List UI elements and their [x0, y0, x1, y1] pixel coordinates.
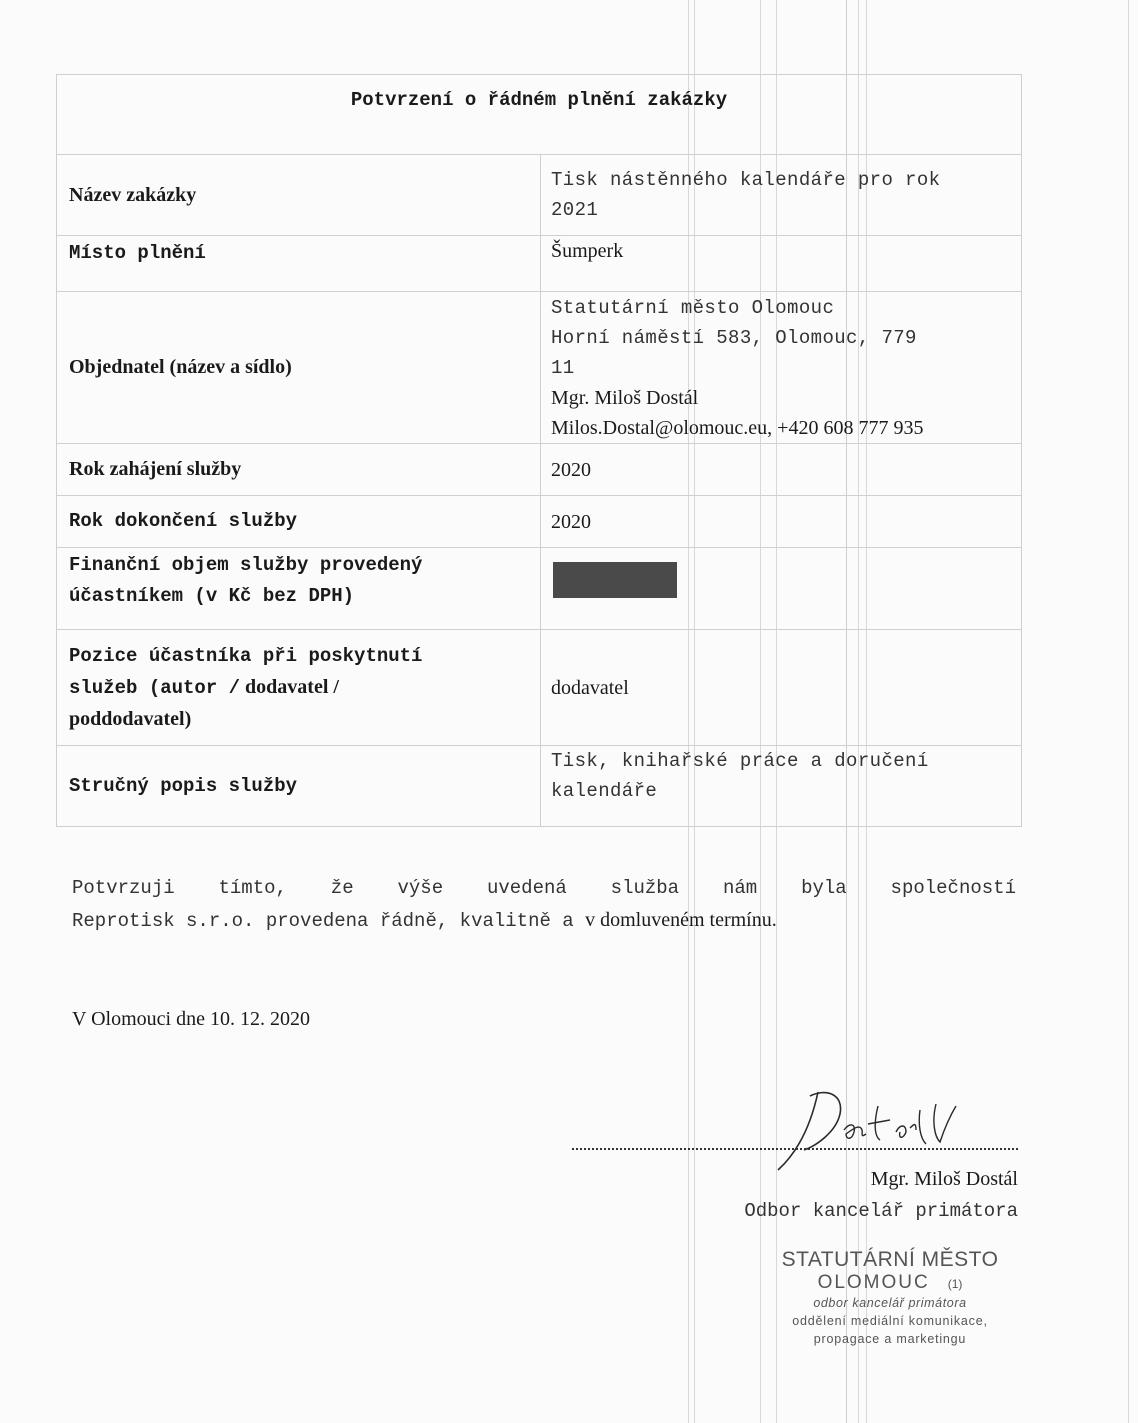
confirmation-table	[56, 74, 1022, 827]
confirmation-text	[72, 872, 1016, 937]
label-financni-objem	[57, 548, 541, 629]
value-line: Mgr. Miloš Dostál	[551, 386, 699, 409]
row-strucny-popis	[57, 746, 1021, 826]
value-strucny-popis	[541, 746, 1021, 826]
document-title: Potvrzení o řádném plnění zakázky	[57, 75, 1021, 155]
value-line: Statutární město Olomouc	[551, 296, 835, 319]
word: výše	[397, 877, 444, 899]
row-objednatel	[57, 292, 1021, 444]
word: tímto,	[218, 877, 287, 899]
handwritten-signature	[760, 1080, 980, 1172]
stamp-city: OLOMOUC	[817, 1272, 930, 1293]
value-line: 2021	[551, 199, 599, 221]
label-strucny-popis: Stručný popis služby	[57, 746, 541, 826]
label-pozice-ucastnika	[57, 630, 541, 745]
row-misto-plneni	[57, 236, 1021, 292]
row-pozice-ucastnika	[57, 630, 1021, 746]
value-pozice-ucastnika	[541, 630, 1021, 745]
contact-line: Milos.Dostal@olomouc.eu, +420 608 777 935	[551, 416, 924, 439]
label-objednatel: Objednatel (název a sídlo)	[57, 292, 541, 443]
stamp-number: (1)	[947, 1277, 963, 1291]
scan-streak	[1128, 0, 1129, 1423]
confirmation-line-2	[72, 904, 1016, 937]
label-nazev-zakazky: Název zakázky	[57, 155, 541, 235]
row-nazev-zakazky	[57, 155, 1021, 236]
label-rok-dokonceni: Rok dokončení služby	[57, 496, 541, 547]
row-rok-dokonceni	[57, 496, 1021, 548]
value-line: 2020	[551, 510, 591, 533]
word: společností	[890, 877, 1016, 899]
word: že	[330, 877, 354, 899]
row-financni-objem	[57, 548, 1021, 630]
value-line: Tisk nástěnného kalendáře pro rok	[551, 169, 941, 191]
value-line: Horní náměstí 583, Olomouc, 779	[551, 326, 917, 349]
label-line: poddodavatel)	[69, 707, 192, 730]
redacted-amount	[553, 562, 677, 598]
value-financni-objem	[541, 548, 1021, 629]
text-part: Reprotisk s.r.o. provedena řádně, kvalitně a	[72, 910, 586, 932]
word: byla	[801, 877, 847, 899]
word: Potvrzuji	[72, 877, 175, 899]
value-line: 2020	[551, 458, 591, 481]
value-line: kalendáře	[551, 780, 658, 802]
signature-line	[572, 1148, 1018, 1150]
place-and-date: V Olomouci dne 10. 12. 2020	[72, 1008, 310, 1030]
row-rok-zahajeni	[57, 444, 1021, 496]
signatory-name: Mgr. Miloš Dostál	[870, 1168, 1018, 1190]
label-line	[69, 672, 339, 704]
value-line: Tisk, knihařské práce a doručení	[551, 750, 929, 772]
word: nám	[722, 877, 758, 899]
signatory-role: Odbor kancelář primátora	[744, 1200, 1018, 1222]
word: uvedená	[486, 877, 567, 899]
label-part: dodavatel /	[240, 675, 339, 698]
official-stamp	[770, 1248, 1010, 1348]
stamp-line	[770, 1272, 1010, 1294]
text-part: v domluveném termínu.	[585, 909, 777, 931]
value-nazev-zakazky	[541, 155, 1021, 235]
label-line: Pozice účastníka při poskytnutí	[69, 644, 423, 667]
stamp-line: oddělení mediální komunikace,	[792, 1314, 988, 1328]
value-line: Šumperk	[551, 240, 624, 262]
value-line: dodavatel	[551, 676, 629, 699]
value-line: 11	[551, 356, 575, 379]
value-objednatel	[541, 292, 1021, 443]
value-rok-dokonceni	[541, 496, 1021, 547]
label-rok-zahajeni: Rok zahájení služby	[57, 444, 541, 495]
label-part: služeb (autor /	[69, 676, 241, 699]
value-misto-plneni	[541, 236, 1021, 291]
stamp-line: odbor kancelář primátora	[813, 1296, 967, 1310]
label-line: účastníkem (v Kč bez DPH)	[69, 585, 355, 607]
stamp-line: STATUTÁRNÍ MĚSTO	[781, 1248, 999, 1271]
word: služba	[610, 877, 680, 899]
value-rok-zahajeni	[541, 444, 1021, 495]
label-misto-plneni: Místo plnění	[57, 236, 541, 291]
confirmation-line-1	[72, 872, 1016, 904]
label-line: Finanční objem služby provedený	[69, 554, 423, 576]
stamp-line: propagace a marketingu	[813, 1332, 967, 1346]
